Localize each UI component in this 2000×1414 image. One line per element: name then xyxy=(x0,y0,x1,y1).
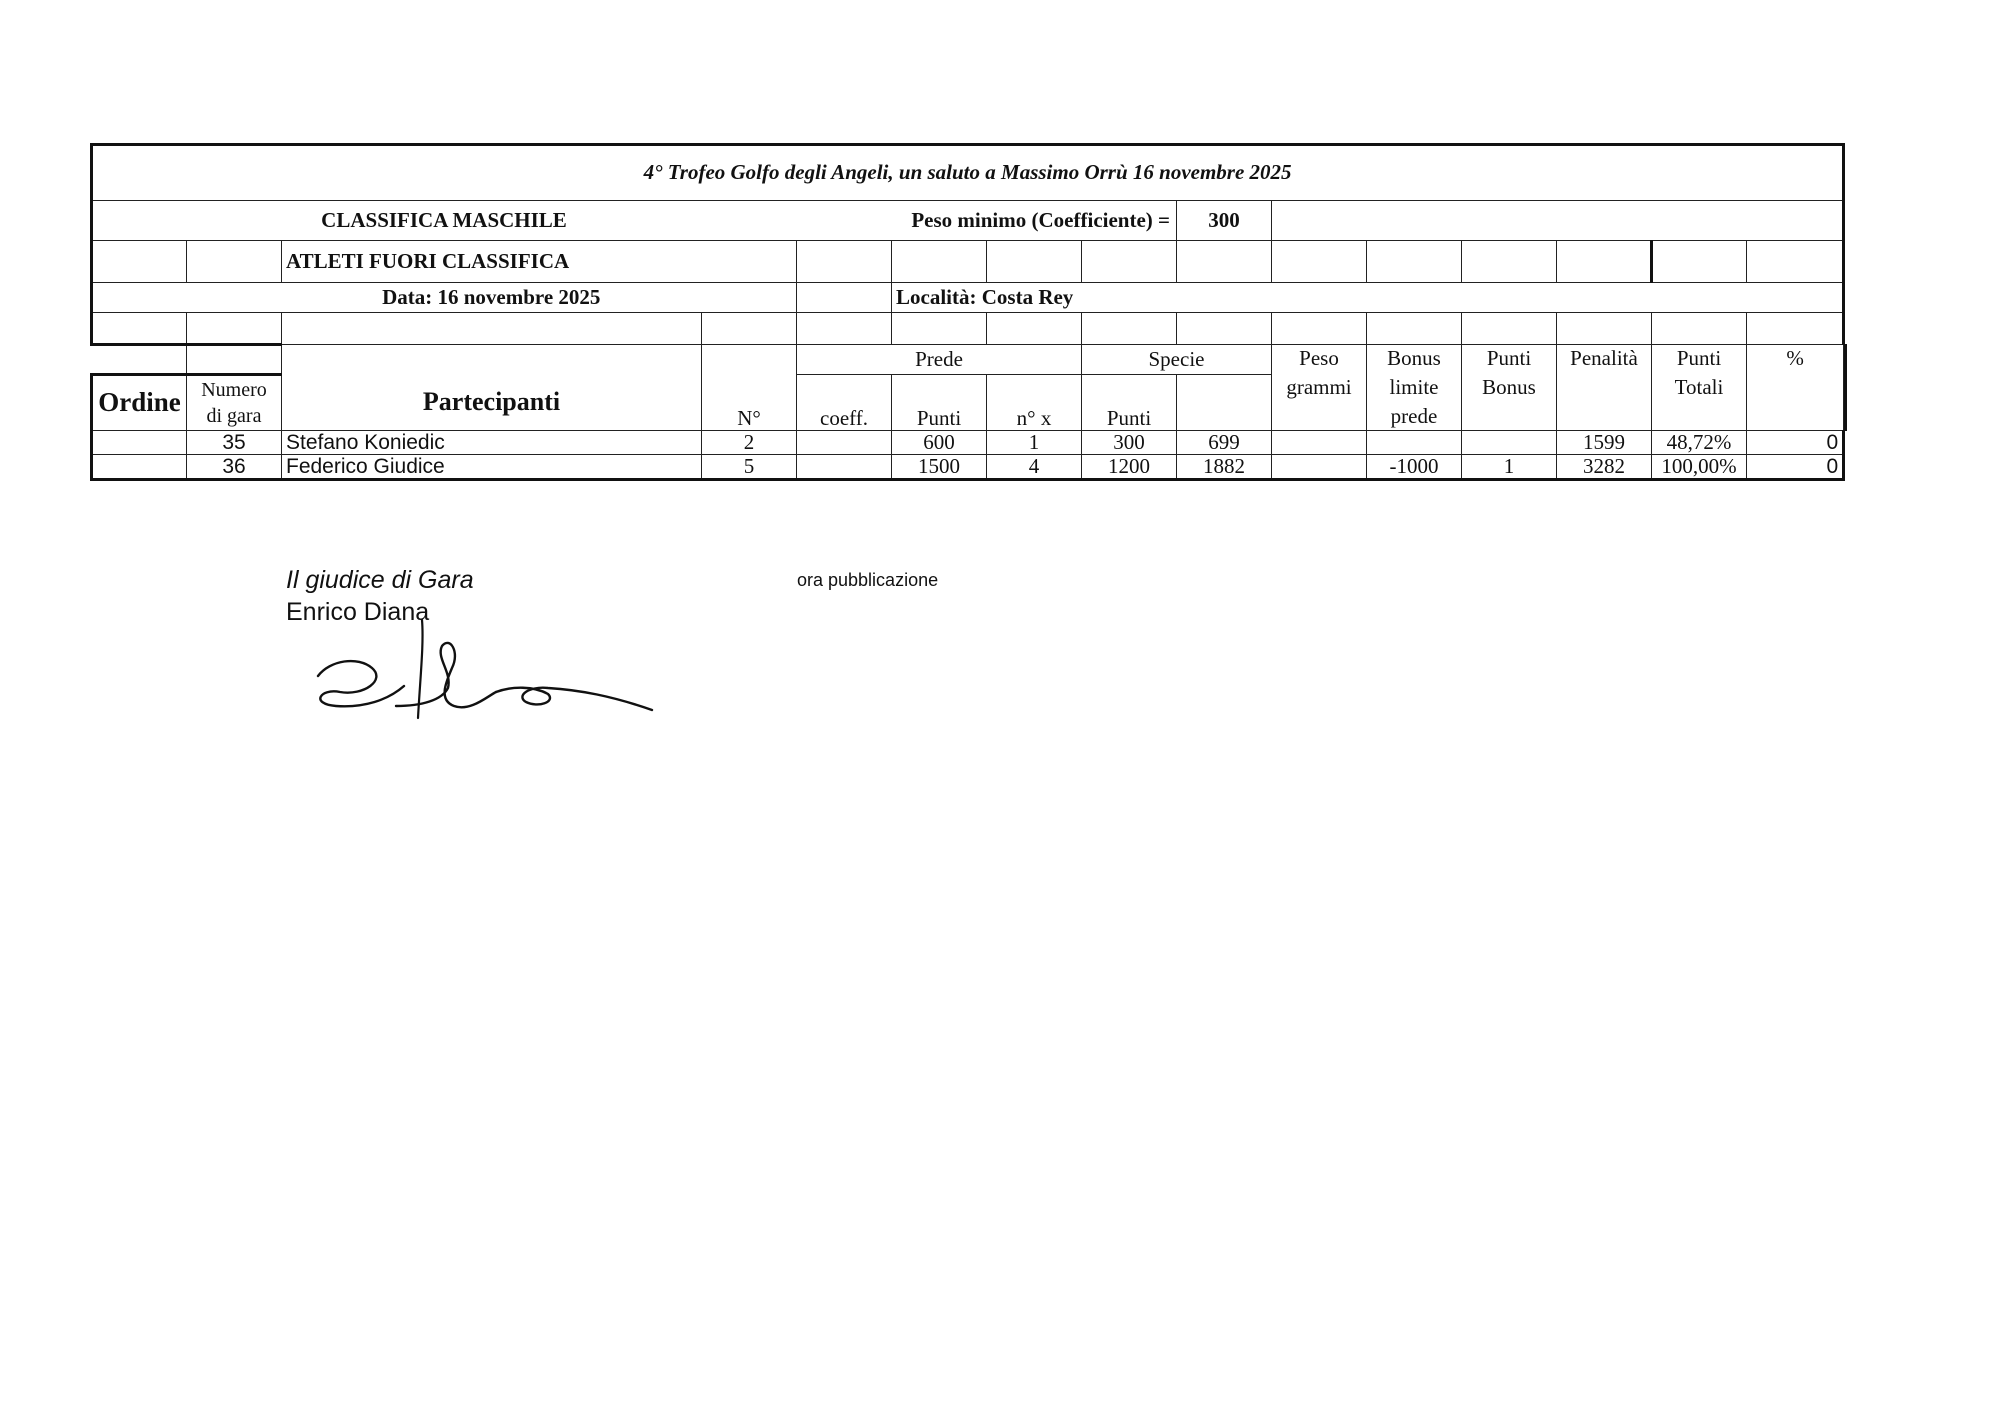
row-punteggio: 0 xyxy=(1747,455,1844,480)
row-n: 2 xyxy=(702,431,797,455)
header-numero: Numero xyxy=(201,379,267,401)
header-punti-totali-2: Totali xyxy=(1674,375,1724,400)
row-name: Stefano Koniedic xyxy=(282,431,702,455)
row-name: Federico Giudice xyxy=(282,455,702,480)
row-coeff xyxy=(797,455,892,480)
header-punti-totali-1: Punti xyxy=(1676,346,1722,370)
header-percent: % xyxy=(1747,345,1844,431)
header-penalita: Penalità xyxy=(1557,345,1652,431)
row-specie-n: 4 xyxy=(987,455,1082,480)
row-percent: 100,00% xyxy=(1652,455,1747,480)
row-percent: 48,72% xyxy=(1652,431,1747,455)
row-peso: 1882 xyxy=(1177,455,1272,480)
row-punti-bonus xyxy=(1367,431,1462,455)
header-punti-prede: Punti xyxy=(892,375,987,431)
header-partecipanti: Partecipanti xyxy=(282,375,702,431)
header-coeff: coeff. xyxy=(797,375,892,431)
row-numero: 36 xyxy=(187,455,282,480)
table-row xyxy=(92,455,1846,480)
row-punti-bonus: -1000 xyxy=(1367,455,1462,480)
header-specie: Specie xyxy=(1082,345,1272,375)
header-peso: Peso xyxy=(1299,346,1339,370)
row-bonus-limite xyxy=(1272,431,1367,455)
row-n: 5 xyxy=(702,455,797,480)
row-penalita: 1 xyxy=(1462,455,1557,480)
header-prede: Prede xyxy=(797,345,1082,375)
row-punteggio: 0 xyxy=(1747,431,1844,455)
row-peso: 699 xyxy=(1177,431,1272,455)
date-label: Data: 16 novembre 2025 xyxy=(187,283,797,313)
row-totali: 1599 xyxy=(1557,431,1652,455)
page-title: 4° Trofeo Golfo degli Angeli, un saluto a Massimo Orrù 16 novembre 2025 xyxy=(92,145,1844,201)
header-punteggio xyxy=(1844,345,1846,431)
row-ordine xyxy=(92,431,187,455)
row-bonus-limite xyxy=(1272,455,1367,480)
header-grammi: grammi xyxy=(1286,375,1352,400)
row-numero: 35 xyxy=(187,431,282,455)
header-prede-lower: prede xyxy=(1390,404,1438,429)
row-penalita xyxy=(1462,431,1557,455)
results-sheet xyxy=(90,143,1847,481)
row-totali: 3282 xyxy=(1557,455,1652,480)
row-coeff xyxy=(797,431,892,455)
header-n: N° xyxy=(702,375,797,431)
header-punti-specie: Punti xyxy=(1082,375,1177,431)
row-punti: 1500 xyxy=(892,455,987,480)
min-weight-label: Peso minimo (Coefficiente) = xyxy=(702,201,1177,241)
header-bonus: Bonus xyxy=(1387,346,1441,370)
row-punti: 600 xyxy=(892,431,987,455)
results-table xyxy=(90,143,1847,481)
table-row xyxy=(92,431,1846,455)
header-specie-n: n° x xyxy=(987,375,1082,431)
min-weight-value: 300 xyxy=(1177,201,1272,241)
row-specie-punti: 1200 xyxy=(1082,455,1177,480)
header-punti-bonus-1: Punti xyxy=(1486,346,1532,370)
judge-name: Enrico Diana xyxy=(286,598,430,626)
publication-time-label: ora pubblicazione xyxy=(797,570,939,590)
row-ordine xyxy=(92,455,187,480)
header-di-gara: di gara xyxy=(206,405,262,427)
header-punti-bonus-2: Bonus xyxy=(1482,375,1536,400)
row-specie-punti: 300 xyxy=(1082,431,1177,455)
judge-signature xyxy=(312,616,712,726)
header-ordine: Ordine xyxy=(92,375,187,431)
classification-label: CLASSIFICA MASCHILE xyxy=(187,201,702,241)
header-limite: limite xyxy=(1389,375,1439,400)
judge-title: Il giudice di Gara xyxy=(286,566,474,594)
location-label: Località: Costa Rey xyxy=(892,283,1844,313)
outside-classification-label: ATLETI FUORI CLASSIFICA xyxy=(282,241,797,283)
row-specie-n: 1 xyxy=(987,431,1082,455)
